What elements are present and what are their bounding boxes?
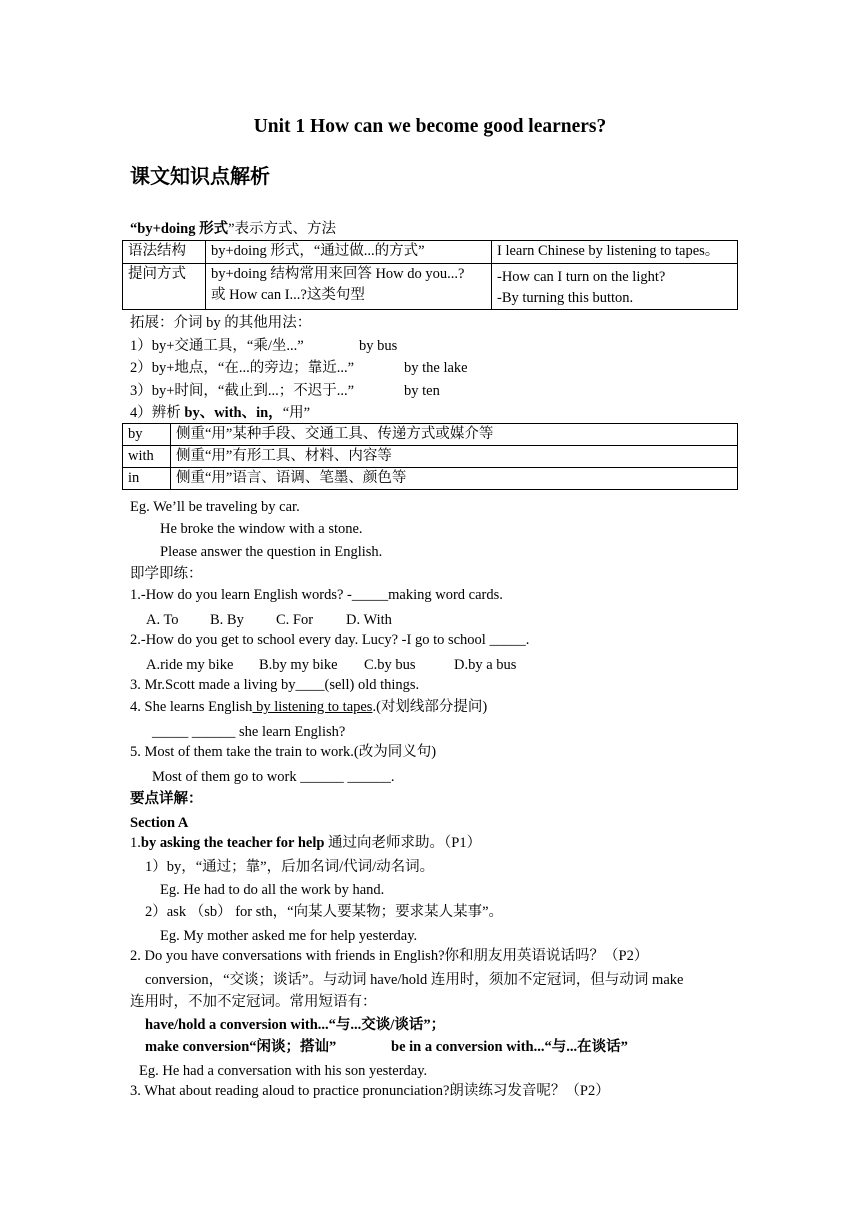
- example-line: He broke the window with a stone.: [160, 521, 363, 537]
- point-text: 通过向老师求助。（P1）: [324, 835, 482, 851]
- point-2-line-2: 连用时，不加不定冠词。常用短语有：: [130, 994, 377, 1010]
- extension-item: [130, 381, 440, 401]
- extension-item: [130, 336, 398, 356]
- question-1: 1.-How do you learn English words? -_____making word cards.: [130, 587, 503, 603]
- table-row: [123, 446, 738, 468]
- table-row: [123, 264, 738, 310]
- underlined-phrase: by listening to tapes: [252, 699, 373, 715]
- option: A. To: [146, 612, 179, 628]
- point-1-a: 1）by，“通过；靠”，后加名词/代词/动名词。: [145, 859, 435, 875]
- document-title: Unit 1 How can we become good learners?: [253, 116, 607, 137]
- point-phrase: by asking the teacher for help: [140, 835, 325, 851]
- by-doing-heading-rest: ”表示方式、方法: [228, 221, 337, 237]
- option: B. By: [210, 612, 244, 628]
- extension-title: 拓展：介词 by 的其他用法：: [130, 315, 312, 331]
- table-cell: 侧重“用”有形工具、材料、内容等: [171, 446, 738, 468]
- option: C. For: [276, 612, 314, 628]
- table-cell: with: [123, 446, 171, 468]
- option: D.by a bus: [454, 657, 517, 673]
- by-doing-table: [122, 240, 738, 310]
- section-a-label: Section A: [130, 815, 189, 831]
- extension-example: by bus: [359, 338, 398, 354]
- option: D. With: [346, 612, 392, 628]
- point-1-b-example: Eg. My mother asked me for help yesterday.: [160, 928, 418, 944]
- extension-text: 1）by+交通工具，“乘/坐...”: [130, 338, 304, 354]
- point-2-example: Eg. He had a conversation with his son yesterday.: [139, 1063, 428, 1079]
- table-cell: 语法结构: [123, 241, 206, 264]
- table-row: [123, 424, 738, 446]
- question-5-answer: Most of them go to work ______ ______.: [152, 769, 395, 785]
- table-cell: 侧重“用”某种手段、交通工具、传递方式或媒介等: [171, 424, 738, 446]
- table-cell: [206, 264, 492, 310]
- cell-line: -By turning this button.: [497, 290, 634, 306]
- point-number: 1.: [130, 835, 141, 851]
- section-heading: 课文知识点解析: [130, 164, 270, 188]
- by-doing-heading: [130, 219, 336, 239]
- cell-line: -How can I turn on the light?: [497, 269, 666, 285]
- point-2: 2. Do you have conversations with friends in English?你和朋友用英语说话吗？（P2）: [130, 948, 649, 964]
- question-3: 3. Mr.Scott made a living by____(sell) old things.: [130, 677, 420, 693]
- point-2-line-1: conversion，“交谈；谈话”。与动词 have/hold 连用时，须加不定冠词，但与动词 make: [145, 972, 684, 988]
- question-2: 2.-How do you get to school every day. Lucy? -I go to school _____.: [130, 632, 530, 648]
- cell-line: by+doing 结构常用来回答 How do you...?: [211, 266, 465, 282]
- points-title: 要点详解：: [130, 791, 203, 807]
- example-line: Eg. We’ll be traveling by car.: [130, 499, 300, 515]
- table-cell: by: [123, 424, 171, 446]
- extension-item: [130, 403, 310, 423]
- question-text: 4. She learns English: [130, 699, 253, 715]
- question-5: 5. Most of them take the train to work.(改为同义句): [130, 744, 437, 760]
- practice-title: 即学即练：: [130, 566, 203, 582]
- phrase: make conversion“闲谈；搭讪”: [145, 1039, 337, 1055]
- extension-text: “用”: [282, 405, 311, 421]
- question-4-answer: _____ ______ she learn English?: [152, 724, 346, 740]
- table-cell: 提问方式: [123, 264, 206, 310]
- extension-text: 4）辨析: [130, 405, 185, 421]
- table-cell: 侧重“用”语言、语调、笔墨、颜色等: [171, 468, 738, 490]
- question-2-options: [146, 655, 517, 675]
- extension-text-bold: by、with、in，: [184, 405, 283, 421]
- table-cell: in: [123, 468, 171, 490]
- question-1-options: [146, 610, 392, 630]
- question-4: [130, 697, 487, 717]
- extension-text: 3）by+时间，“截止到...；不迟于...”: [130, 383, 355, 399]
- cell-line: 或 How can I...?这类句型: [211, 287, 365, 303]
- option: B.by my bike: [259, 657, 338, 673]
- table-row: [123, 468, 738, 490]
- extension-text: 2）by+地点，“在...的旁边；靠近...”: [130, 360, 355, 376]
- option: C.by bus: [364, 657, 416, 673]
- point-2-phrase-1: have/hold a conversion with...“与...交谈/谈话”；: [145, 1017, 446, 1033]
- table-row: [123, 241, 738, 264]
- option: A.ride my bike: [146, 657, 234, 673]
- extension-example: by ten: [404, 383, 440, 399]
- table-cell: by+doing 形式，“通过做...的方式”: [206, 241, 492, 264]
- point-1-a-example: Eg. He had to do all the work by hand.: [160, 882, 385, 898]
- extension-example: by the lake: [404, 360, 468, 376]
- question-text: .(对划线部分提问): [372, 699, 488, 715]
- point-1-b: 2）ask （sb） for sth，“向某人要某物；要求某人某事”。: [145, 904, 504, 920]
- table-cell: I learn Chinese by listening to tapes。: [492, 241, 738, 264]
- by-doing-heading-bold: “by+doing 形式: [130, 221, 229, 237]
- point-3: 3. What about reading aloud to practice pronunciation?朗读练习发音呢？（P2）: [130, 1083, 610, 1099]
- table-cell: [492, 264, 738, 310]
- point-2-phrase-2: [145, 1037, 628, 1057]
- by-with-in-table: [122, 423, 738, 490]
- example-line: Please answer the question in English.: [160, 544, 383, 560]
- phrase: be in a conversion with...“与...在谈话”: [391, 1039, 628, 1055]
- extension-item: [130, 358, 468, 378]
- point-1: [130, 833, 481, 853]
